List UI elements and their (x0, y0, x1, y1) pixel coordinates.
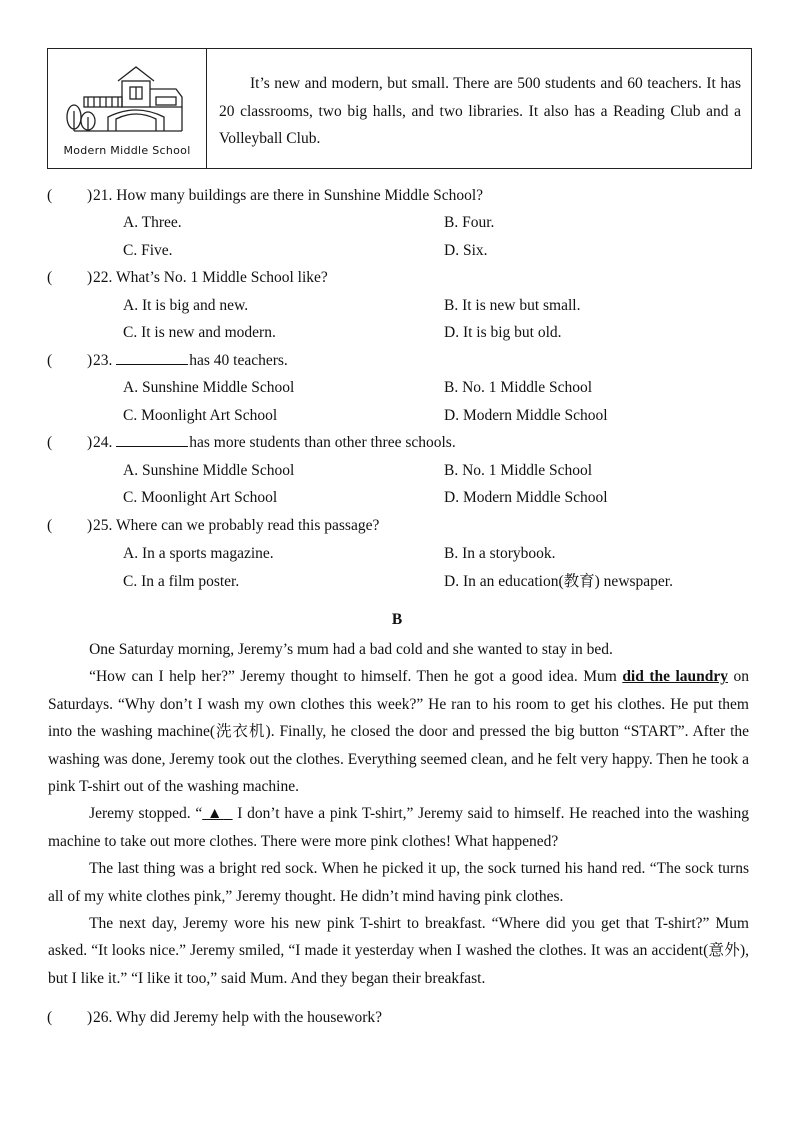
section-title-b: B (391, 611, 403, 628)
triangle-blank[interactable] (202, 805, 232, 822)
answer-paren-open: ( (47, 434, 53, 451)
question-text: has 40 teachers. (189, 352, 288, 369)
question-23 (47, 350, 757, 372)
option-b: B. No. 1 Middle School (444, 379, 593, 396)
question-22 (47, 267, 757, 289)
option-a: A. Three. (123, 214, 182, 231)
school-building-icon (64, 61, 192, 141)
paragraph-text: I don’t have a pink T-shirt,” Jeremy said to himself. He reached into the washing machine to take out more clothes. There were more pink clothes! What happened? (48, 805, 749, 850)
answer-paren-open: ( (47, 269, 53, 286)
fill-in-blank[interactable] (116, 350, 188, 365)
question-number: 23. (93, 352, 113, 369)
question-text: has more students than other three schools. (189, 434, 456, 451)
answer-paren-open: ( (47, 1009, 53, 1026)
option-c: C. It is new and modern. (123, 324, 276, 341)
question-number: 24. (93, 434, 113, 451)
school-info-box (47, 48, 752, 169)
option-a: A. In a sports magazine. (123, 545, 274, 562)
question-21 (47, 185, 757, 207)
passage-paragraph-1: One Saturday morning, Jeremy’s mum had a bad cold and she wanted to stay in bed. (89, 641, 613, 658)
question-26 (47, 1007, 757, 1029)
passage-paragraph-5: The next day, Jeremy wore his new pink T-shirt to breakfast. “Where did you get that T-shirt?” Mum asked. “It looks nice.” Jeremy smiled, “I made it yesterday when I washed the clothes. It was an accident(意外), but I like it.” “I like it too,” said Mum. And they began their breakfast. (48, 915, 749, 987)
option-d: D. In an education(教育) newspaper. (444, 573, 673, 590)
passage-paragraph-4: The last thing was a bright red sock. When he picked it up, the sock turned his hand red. “The sock turns all of my white clothes pink,” Jeremy thought. He didn’t mind having pink clothes. (48, 860, 749, 905)
answer-paren-open: ( (47, 352, 53, 369)
paragraph-text: Jeremy stopped. “ (89, 805, 203, 823)
school-description: It’s new and modern, but small. There are 500 students and 60 teachers. It has 20 classrooms, two big halls, and two libraries. It also has a Reading Club and a Volleyball Club. (219, 75, 741, 147)
question-stem (93, 350, 288, 372)
question-stem: 21. How many buildings are there in Sunshine Middle School? (93, 187, 484, 204)
answer-paren-open: ( (47, 187, 53, 204)
option-d: D. Six. (444, 242, 488, 259)
question-stem: 26. Why did Jeremy help with the housework? (93, 1009, 382, 1026)
answer-paren-open: ( (47, 517, 53, 534)
question-stem: 25. Where can we probably read this passage? (93, 517, 380, 534)
option-b: B. In a storybook. (444, 545, 556, 562)
option-a: A. Sunshine Middle School (123, 462, 295, 479)
underlined-phrase: did the laundry (622, 668, 729, 686)
paragraph-text: on Saturdays. “Why don’t I wash my own clothes this week?” He ran to his room to get his clothes. He put them into the washing machine(洗衣机). Finally, he closed the door and pressed the big button “START”. After the washing was done, Jeremy took out the clothes. Everything seemed clean, and he felt very happy. Then he took a pink T-shirt out of the washing machine. (48, 668, 750, 796)
reading-passage-b (48, 636, 749, 992)
passage-paragraph-2 (48, 663, 749, 800)
answer-paren-close: ) (87, 187, 93, 204)
option-d: D. It is big but old. (444, 324, 562, 341)
question-25 (47, 515, 757, 537)
paragraph-text: “How can I help her?” Jeremy thought to himself. Then he got a good idea. Mum (89, 668, 623, 686)
option-b: B. No. 1 Middle School (444, 462, 593, 479)
fill-in-blank[interactable] (116, 432, 188, 447)
option-c: C. Five. (123, 242, 173, 259)
school-image-cell (48, 49, 207, 168)
school-caption: Modern Middle School (63, 144, 191, 157)
triangle-marker: ▲ (206, 805, 224, 823)
answer-paren-close: ) (87, 517, 93, 534)
option-b: B. Four. (444, 214, 495, 231)
option-d: D. Modern Middle School (444, 489, 608, 506)
answer-paren-close: ) (87, 269, 93, 286)
option-d: D. Modern Middle School (444, 407, 608, 424)
passage-paragraph-3 (48, 800, 749, 855)
question-stem (93, 432, 456, 454)
answer-paren-close: ) (87, 434, 93, 451)
option-c: C. In a film poster. (123, 573, 240, 590)
option-a: A. It is big and new. (123, 297, 249, 314)
option-a: A. Sunshine Middle School (123, 379, 295, 396)
option-b: B. It is new but small. (444, 297, 581, 314)
question-24 (47, 432, 757, 454)
option-c: C. Moonlight Art School (123, 407, 278, 424)
option-c: C. Moonlight Art School (123, 489, 278, 506)
answer-paren-close: ) (87, 352, 93, 369)
question-stem: 22. What’s No. 1 Middle School like? (93, 269, 328, 286)
answer-paren-close: ) (87, 1009, 93, 1026)
